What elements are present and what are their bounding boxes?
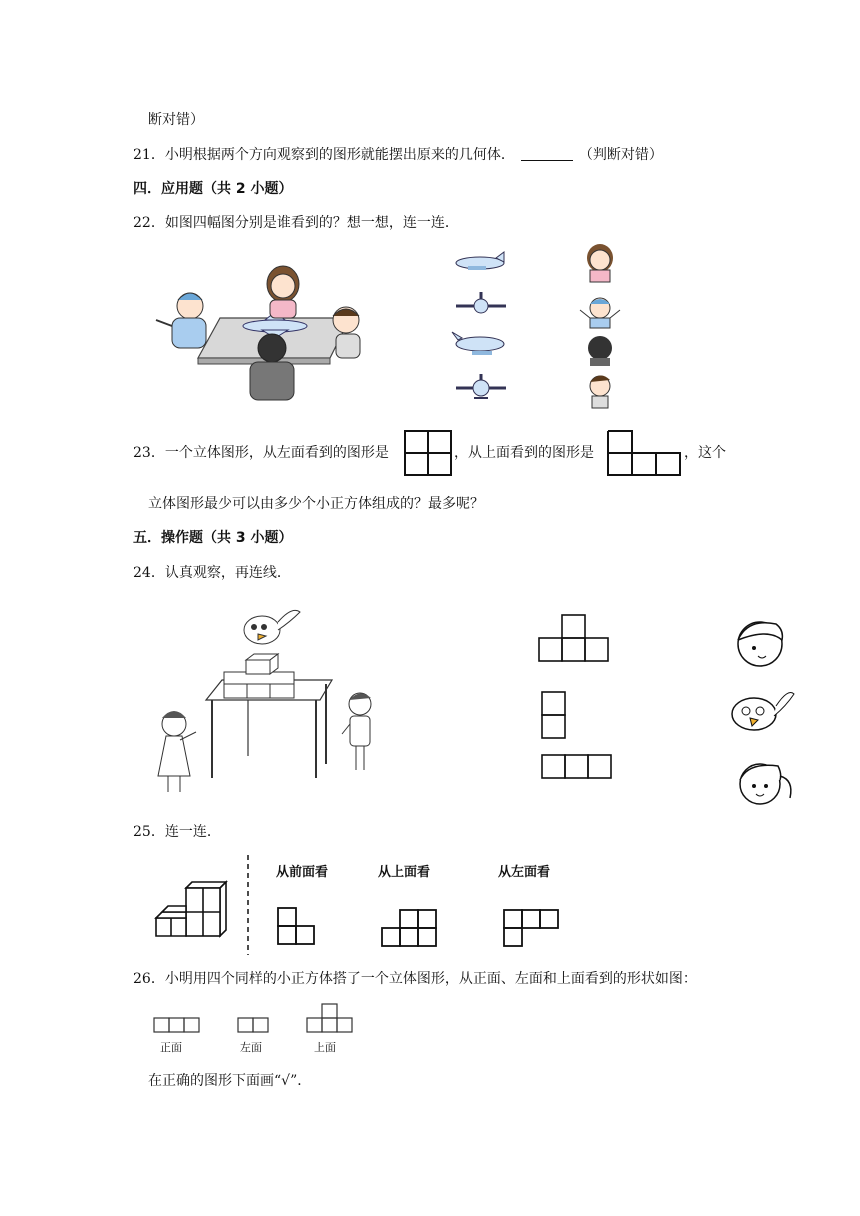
label-left-view: 从左面看	[498, 865, 551, 880]
label-front: 正面	[160, 1041, 182, 1054]
question-number: 26．	[133, 971, 165, 987]
girl-head-icon	[740, 764, 791, 804]
bird-head-icon	[732, 693, 794, 731]
question-23-line1	[133, 443, 389, 463]
question-21	[133, 145, 663, 165]
dashed-divider	[246, 855, 250, 955]
label-front-view: 从前面看	[276, 865, 329, 880]
top-view-shape	[380, 908, 440, 950]
cube-stack	[224, 654, 294, 698]
question-number: 22．	[133, 215, 165, 231]
t-shape-view	[539, 615, 608, 661]
vertical-two-view	[542, 692, 565, 738]
observer-faces-column	[724, 614, 804, 810]
boy-right-figure	[342, 693, 371, 770]
question-text-part1: 一个立体图形，从左面看到的图形是	[164, 445, 389, 461]
question-tail: （判断对错）	[578, 147, 663, 163]
question-text: 小明根据两个方向观察到的图形就能摆出原来的几何体．	[164, 147, 515, 163]
question-20-tail: 断对错）	[148, 112, 204, 128]
plane-view-3	[452, 332, 504, 355]
cube-solid-figure	[152, 886, 228, 942]
plane-view-2	[456, 292, 506, 313]
question-text: 连一连．	[164, 824, 221, 840]
plane-views-column	[448, 248, 518, 408]
plane-view-4	[456, 374, 506, 398]
question-number: 21．	[133, 147, 165, 163]
left-view-2x2-grid	[404, 430, 452, 476]
left-view-shape	[502, 908, 562, 950]
front-view-shape	[276, 906, 320, 948]
three-view-shapes	[152, 1000, 356, 1034]
question-text: 认真观察，再连线．	[164, 565, 291, 581]
left-boy-figure	[156, 293, 206, 348]
girl-left-figure	[158, 711, 196, 792]
question-26	[133, 969, 697, 989]
question-number: 25．	[133, 824, 165, 840]
question-text: 小明用四个同样的小正方体搭了一个立体图形，从正面、左面和上面看到的形状如图：	[164, 971, 697, 987]
question-22	[133, 213, 459, 233]
view-shapes-column	[538, 614, 610, 782]
question-23-line2: 立体图形最少可以由多少个小正方体组成的？最多呢？	[148, 496, 484, 512]
boy-head-icon	[738, 622, 782, 666]
question-number: 24．	[133, 565, 165, 581]
question-number: 23．	[133, 445, 165, 461]
horizontal-three-view	[542, 755, 611, 778]
boy-face-arms	[580, 298, 620, 328]
boy-back-head	[588, 336, 612, 366]
question-text-part3: ，这个	[684, 445, 726, 461]
kid-faces-column	[578, 244, 638, 414]
question-text-part2: ，从上面看到的图形是	[454, 445, 594, 461]
label-left: 左面	[240, 1041, 262, 1054]
question-26-instruction: 在正确的图形下面画“√”．	[148, 1073, 312, 1089]
girl-figure	[267, 266, 299, 318]
question-25	[133, 822, 221, 842]
label-top-view: 从上面看	[378, 865, 431, 880]
table-scene-figure	[150, 258, 375, 408]
label-top: 上面	[314, 1041, 336, 1054]
section-heading-5: 五．操作题（共 3 小题）	[133, 530, 293, 546]
top-view-l-shape-grid	[607, 430, 681, 476]
question-text: 如图四幅图分别是谁看到的？想一想，连一连．	[164, 215, 459, 231]
section-heading-4: 四．应用题（共 2 小题）	[133, 181, 293, 197]
girl-face	[587, 244, 613, 282]
cube-table-scene	[150, 600, 350, 800]
bird-figure	[244, 610, 300, 644]
plane-view-1	[456, 252, 504, 270]
answer-blank[interactable]	[521, 146, 573, 161]
question-24	[133, 563, 291, 583]
boy-side-face	[590, 375, 610, 408]
